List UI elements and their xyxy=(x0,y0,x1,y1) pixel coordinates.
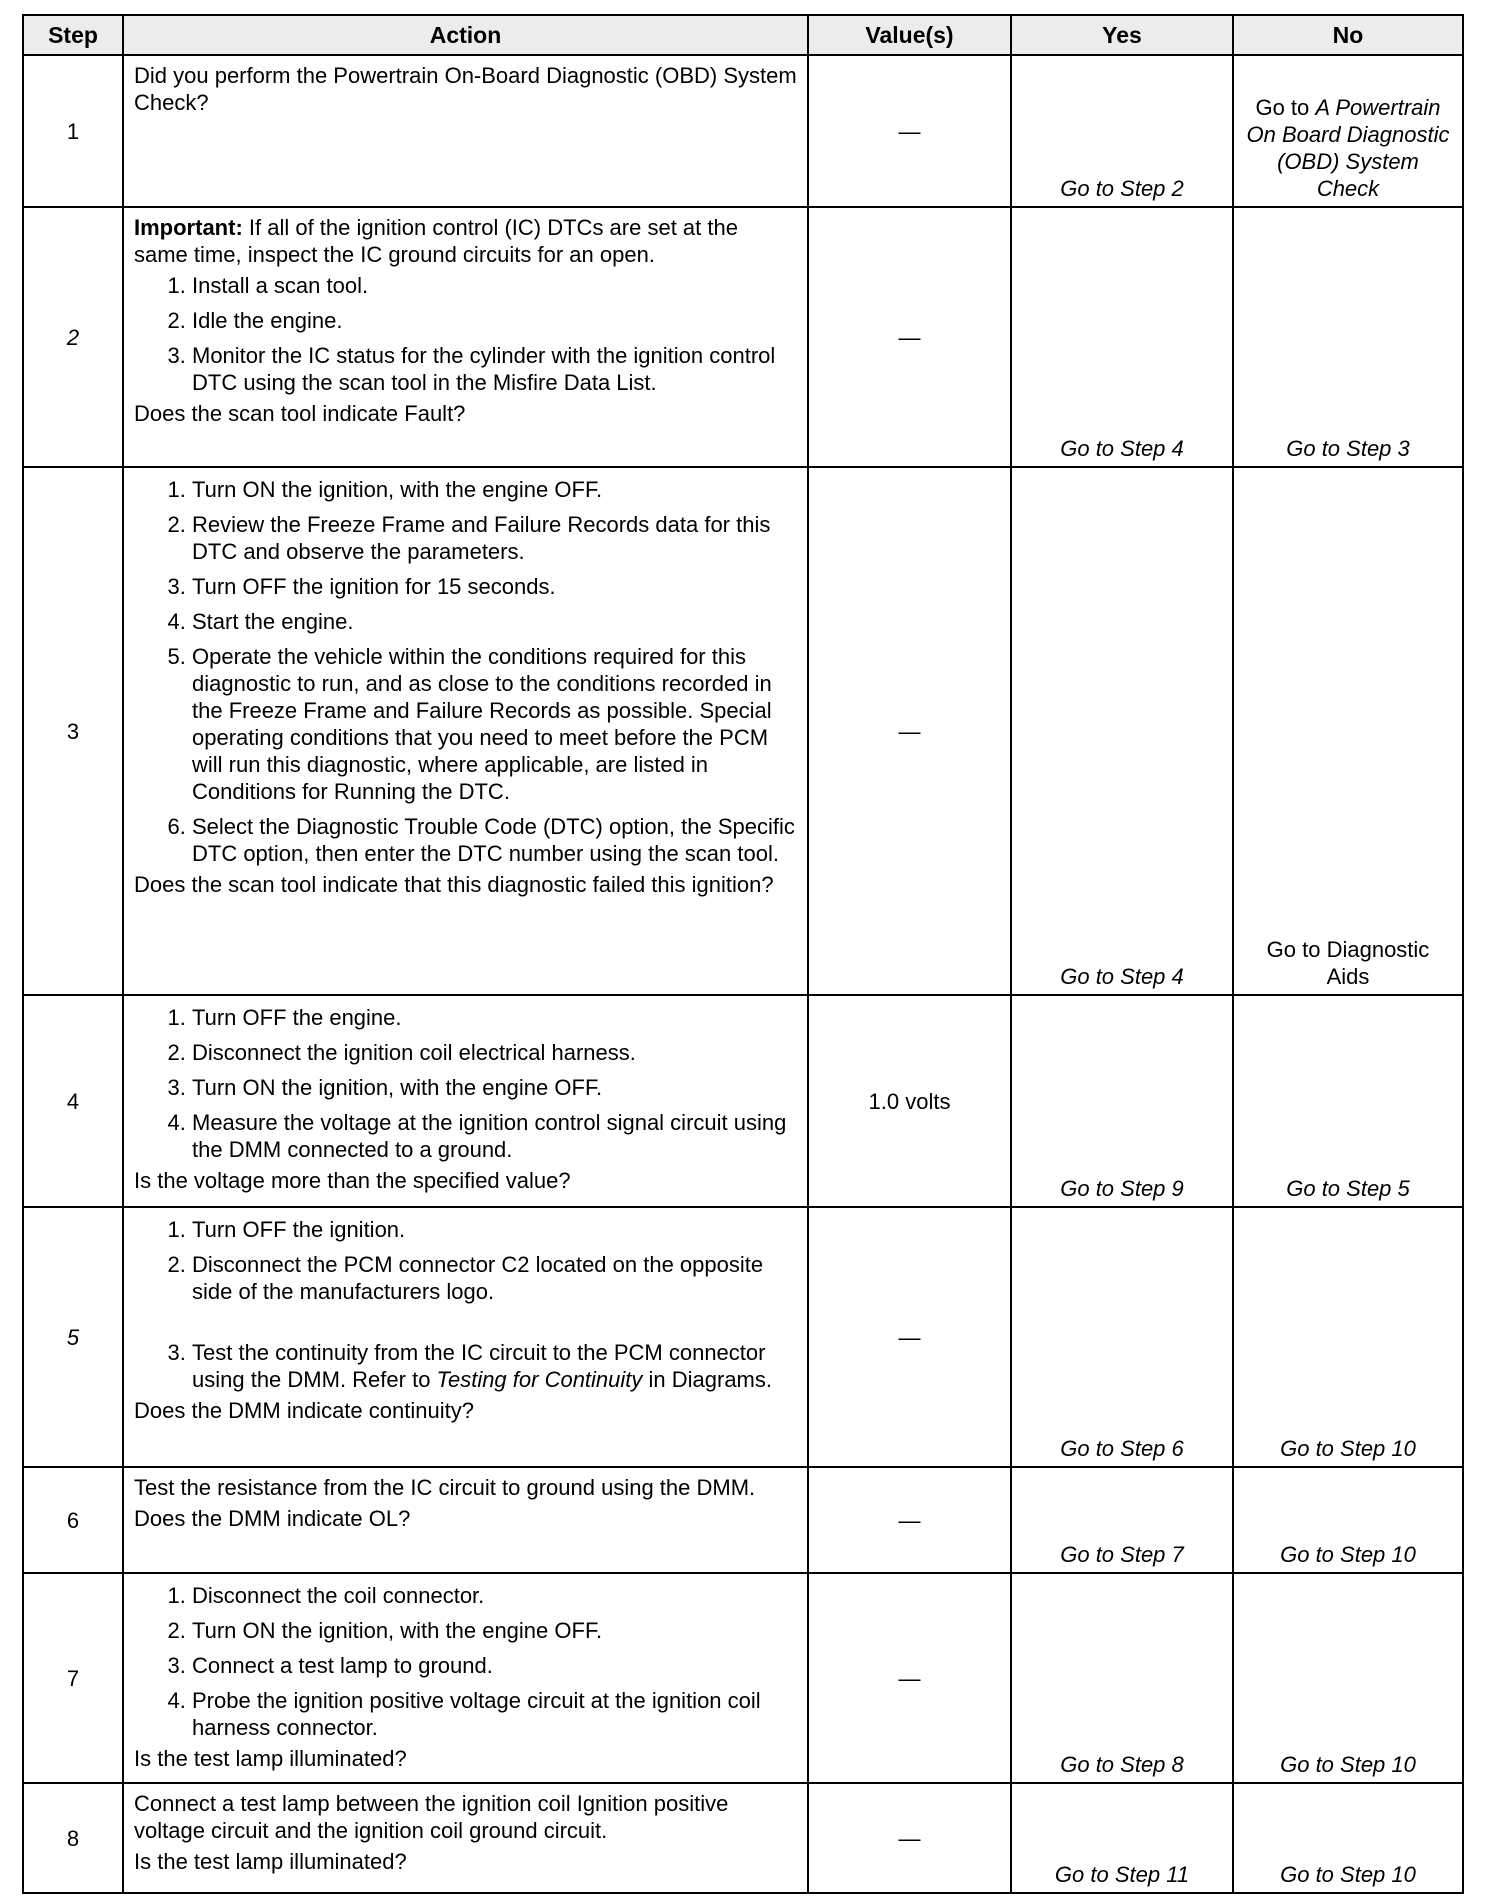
list-item: 3. Monitor the IC status for the cylinder with the ignition control DTC using the scan tool in the Misfire Data List. xyxy=(192,342,797,396)
list-item: 3. Connect a test lamp to ground. xyxy=(192,1652,797,1679)
list-item: 2. Disconnect the ignition coil electrical harness. xyxy=(192,1039,797,1066)
action-question: Does the scan tool indicate that this diagnostic failed this ignition? xyxy=(134,872,774,897)
step-number: 5 xyxy=(23,1207,123,1467)
header-row xyxy=(23,15,1463,55)
list-item: 1. Turn ON the ignition, with the engine OFF. xyxy=(192,476,797,503)
header-no: No xyxy=(1233,15,1463,55)
value-cell: — xyxy=(808,55,1011,207)
header-values: Value(s) xyxy=(808,15,1011,55)
list-item: 5. Operate the vehicle within the conditions required for this diagnostic to run, and as close to the conditions recorded in the Freeze Frame and Failure Records as possible. Special operating conditions that you need to meet before the PCM will run this diagnostic, where applicable, are listed in Conditions for Running the DTC. xyxy=(192,643,797,805)
step-number: 8 xyxy=(23,1783,123,1893)
action-question: Does the scan tool indicate Fault? xyxy=(134,401,466,426)
value-cell: — xyxy=(808,1467,1011,1573)
header-step: Step xyxy=(23,15,123,55)
step-number: 4 xyxy=(23,995,123,1207)
step-number: 1 xyxy=(23,55,123,207)
step-number: 2 xyxy=(23,207,123,467)
header-yes: Yes xyxy=(1011,15,1233,55)
action-list xyxy=(134,476,797,867)
value-cell: 1.0 volts xyxy=(808,995,1011,1207)
step-number: 6 xyxy=(23,1467,123,1573)
list-item: 4. Probe the ignition positive voltage circuit at the ignition coil harness connector. xyxy=(192,1687,797,1741)
no-cell: Go to Step 10 xyxy=(1233,1207,1463,1467)
list-item: 1. Turn OFF the engine. xyxy=(192,1004,797,1031)
no-prefix: Go to xyxy=(1255,95,1316,120)
action-cell xyxy=(123,467,808,995)
item-text: in Diagrams. xyxy=(642,1367,772,1392)
no-cell xyxy=(1233,55,1463,207)
important-note xyxy=(134,214,797,268)
list-item: 4. Measure the voltage at the ignition control signal circuit using the DMM connected to a ground. xyxy=(192,1109,797,1163)
yes-cell: Go to Step 8 xyxy=(1011,1573,1233,1783)
item-text: Test the continuity from the IC circuit to the PCM connector using the DMM. Refer to xyxy=(192,1340,766,1392)
action-cell xyxy=(123,1573,808,1783)
no-cell: Go to Step 10 xyxy=(1233,1467,1463,1573)
list-item: 1. Install a scan tool. xyxy=(192,272,797,299)
yes-cell: Go to Step 9 xyxy=(1011,995,1233,1207)
no-cell: Go to Step 5 xyxy=(1233,995,1463,1207)
no-cell: Go to Step 10 xyxy=(1233,1783,1463,1893)
action-list xyxy=(134,1582,797,1741)
value-cell: — xyxy=(808,1783,1011,1893)
yes-cell: Go to Step 4 xyxy=(1011,467,1233,995)
yes-cell: Go to Step 11 xyxy=(1011,1783,1233,1893)
header-action: Action xyxy=(123,15,808,55)
value-cell: — xyxy=(808,207,1011,467)
list-item: 6. Select the Diagnostic Trouble Code (DTC) option, the Specific DTC option, then enter the DTC number using the scan tool. xyxy=(192,813,797,867)
action-question: Does the DMM indicate continuity? xyxy=(134,1398,474,1423)
action-cell xyxy=(123,995,808,1207)
list-item: 1. Disconnect the coil connector. xyxy=(192,1582,797,1609)
table-row xyxy=(23,1573,1463,1783)
no-link: A Powertrain On Board Diagnostic (OBD) System Check xyxy=(1246,95,1450,201)
list-item xyxy=(192,1339,797,1393)
value-cell: — xyxy=(808,1573,1011,1783)
yes-cell: Go to Step 2 xyxy=(1011,55,1233,207)
table-row xyxy=(23,1207,1463,1467)
diagnostic-table xyxy=(22,14,1464,1894)
list-item: 3. Turn OFF the ignition for 15 seconds. xyxy=(192,573,797,600)
table-row xyxy=(23,467,1463,995)
action-list xyxy=(134,1216,797,1393)
action-text: Test the resistance from the IC circuit to ground using the DMM. xyxy=(134,1475,756,1500)
important-label: Important: xyxy=(134,215,243,240)
action-list xyxy=(134,1004,797,1163)
action-text: Connect a test lamp between the ignition coil Ignition positive voltage circuit and the ignition coil ground circuit. xyxy=(134,1791,729,1843)
no-cell: Go to Step 10 xyxy=(1233,1573,1463,1783)
list-item: 2. Turn ON the ignition, with the engine OFF. xyxy=(192,1617,797,1644)
table-row xyxy=(23,995,1463,1207)
action-cell xyxy=(123,1207,808,1467)
list-item: 2. Idle the engine. xyxy=(192,307,797,334)
step-number: 3 xyxy=(23,467,123,995)
value-cell: — xyxy=(808,467,1011,995)
action-list xyxy=(134,272,797,396)
step-number: 7 xyxy=(23,1573,123,1783)
action-cell xyxy=(123,1467,808,1573)
list-item: 2. Disconnect the PCM connector C2 located on the opposite side of the manufacturers logo. xyxy=(192,1251,797,1305)
list-item: 1. Turn OFF the ignition. xyxy=(192,1216,797,1243)
yes-cell: Go to Step 7 xyxy=(1011,1467,1233,1573)
list-item: 2. Review the Freeze Frame and Failure Records data for this DTC and observe the parameters. xyxy=(192,511,797,565)
table-row xyxy=(23,1467,1463,1573)
action-cell xyxy=(123,1783,808,1893)
table-row xyxy=(23,207,1463,467)
list-item: 3. Turn ON the ignition, with the engine OFF. xyxy=(192,1074,797,1101)
action-question: Does the DMM indicate OL? xyxy=(134,1506,411,1531)
action-question: Is the voltage more than the specified value? xyxy=(134,1168,571,1193)
action-question: Is the test lamp illuminated? xyxy=(134,1746,407,1771)
yes-cell: Go to Step 6 xyxy=(1011,1207,1233,1467)
value-cell: — xyxy=(808,1207,1011,1467)
table-row xyxy=(23,1783,1463,1893)
important-text: If all of the ignition control (IC) DTCs are set at the same time, inspect the IC ground circuits for an open. xyxy=(134,215,738,267)
no-cell: Go to Diagnostic Aids xyxy=(1233,467,1463,995)
no-cell: Go to Step 3 xyxy=(1233,207,1463,467)
action-text: Did you perform the Powertrain On-Board Diagnostic (OBD) System Check? xyxy=(134,63,797,115)
action-cell xyxy=(123,55,808,207)
action-question: Is the test lamp illuminated? xyxy=(134,1849,407,1874)
action-cell xyxy=(123,207,808,467)
list-item: 4. Start the engine. xyxy=(192,608,797,635)
table-row xyxy=(23,55,1463,207)
yes-cell: Go to Step 4 xyxy=(1011,207,1233,467)
reference-link: Testing for Continuity xyxy=(436,1367,643,1392)
